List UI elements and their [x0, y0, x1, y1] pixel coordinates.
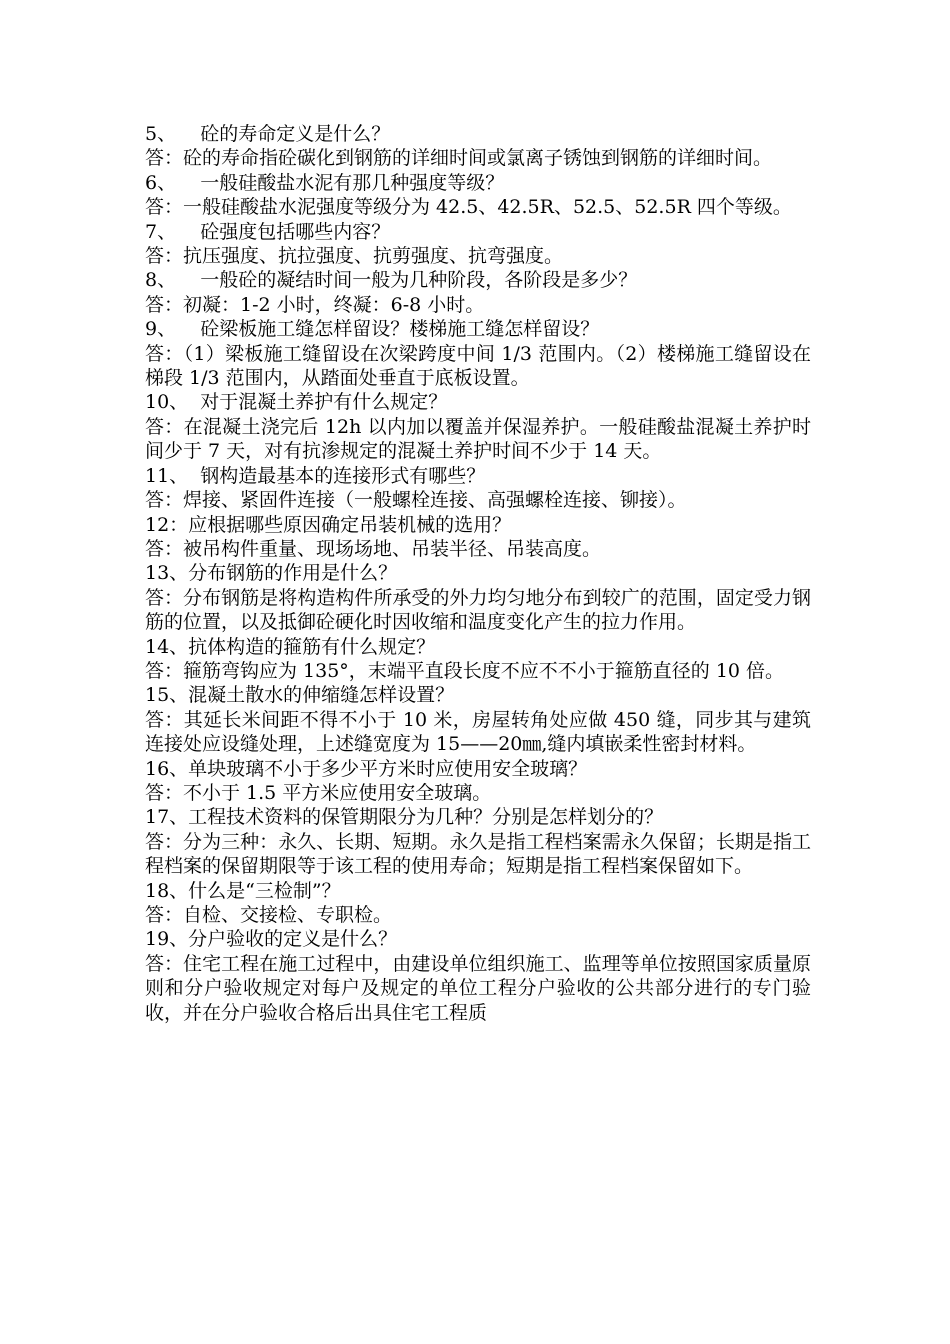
question-10: 10、 对于混凝土养护有什么规定？: [145, 391, 448, 414]
answer-15: 答：其延长米间距不得不小于 10 米，房屋转角处应做 450 缝，同步其与建筑连接处应设缝处理，上述缝宽度为 15——20㎜,缝内填嵌柔性密封材料。: [145, 708, 811, 756]
question-19: 19、分户验收的定义是什么？: [145, 928, 398, 951]
question-6: 6、 一般硅酸盐水泥有那几种强度等级？: [145, 171, 505, 194]
question-8: 8、 一般砼的凝结时间一般为几种阶段，各阶段是多少？: [145, 269, 638, 292]
question-11: 11、 钢构造最基本的连接形式有哪些？: [145, 464, 486, 487]
document-body: [145, 122, 811, 1025]
question-15: 15、混凝土散水的伸缩缝怎样设置？: [145, 684, 455, 707]
question-17: 17、工程技术资料的保管期限分为几种？分别是怎样划分的？: [145, 806, 664, 829]
question-18: 18、什么是“三检制”？: [145, 879, 341, 902]
answer-7: 答：抗压强度、抗拉强度、抗剪强度、抗弯强度。: [145, 245, 564, 268]
answer-17: 答：分为三种：永久、长期、短期。永久是指工程档案需永久保留；长期是指工程档案的保留期限等于该工程的使用寿命；短期是指工程档案保留如下。: [145, 830, 811, 878]
answer-14: 答：箍筋弯钩应为 135°，末端平直段长度不应不不小于箍筋直径的 10 倍。: [145, 659, 785, 682]
answer-19: 答：住宅工程在施工过程中，由建设单位组织施工、监理等单位按照国家质量原则和分户验收规定对每户及规定的单位工程分户验收的公共部分进行的专门验收，并在分户验收合格后出具住宅工程质: [145, 952, 811, 1024]
answer-9: 答：（1）梁板施工缝留设在次梁跨度中间 1/3 范围内。（2）楼梯施工缝留设在梯段 1/3 范围内，从踏面处垂直于底板设置。: [145, 342, 811, 390]
answer-5: 答：砼的寿命指砼碳化到钢筋的详细时间或氯离子锈蚀到钢筋的详细时间。: [145, 147, 773, 170]
question-14: 14、抗体构造的箍筋有什么规定？: [145, 635, 436, 658]
answer-13: 答：分布钢筋是将构造构件所承受的外力均匀地分布到较广的范围，固定受力钢筋的位置，以及抵御砼硬化时因收缩和温度变化产生的拉力作用。: [145, 586, 811, 634]
question-12: 12：应根据哪些原因确定吊装机械的选用？: [145, 513, 512, 536]
answer-8: 答：初凝：1-2 小时，终凝：6-8 小时。: [145, 293, 485, 316]
answer-10: 答：在混凝土浇完后 12h 以内加以覆盖并保湿养护。一般硅酸盐混凝土养护时间少于 7 天，对有抗渗规定的混凝土养护时间不少于 14 天。: [145, 415, 811, 463]
answer-16: 答：不小于 1.5 平方米应使用安全玻璃。: [145, 781, 492, 804]
answer-11: 答：焊接、紧固件连接（一般螺栓连接、高强螺栓连接、铆接）。: [145, 489, 687, 512]
answer-6: 答：一般硅酸盐水泥强度等级分为 42.5、42.5R、52.5、52.5R 四个等级。: [145, 196, 792, 219]
question-16: 16、单块玻璃不小于多少平方米时应使用安全玻璃？: [145, 757, 588, 780]
question-7: 7、 砼强度包括哪些内容？: [145, 220, 391, 243]
answer-18: 答：自检、交接检、专职检。: [145, 904, 393, 926]
question-9: 9、 砼梁板施工缝怎样留设？楼梯施工缝怎样留设？: [145, 318, 600, 341]
answer-12: 答：被吊构件重量、现场场地、吊装半径、吊装高度。: [145, 537, 602, 560]
question-13: 13、分布钢筋的作用是什么？: [145, 562, 398, 585]
question-5: 5、 砼的寿命定义是什么？: [145, 123, 391, 145]
